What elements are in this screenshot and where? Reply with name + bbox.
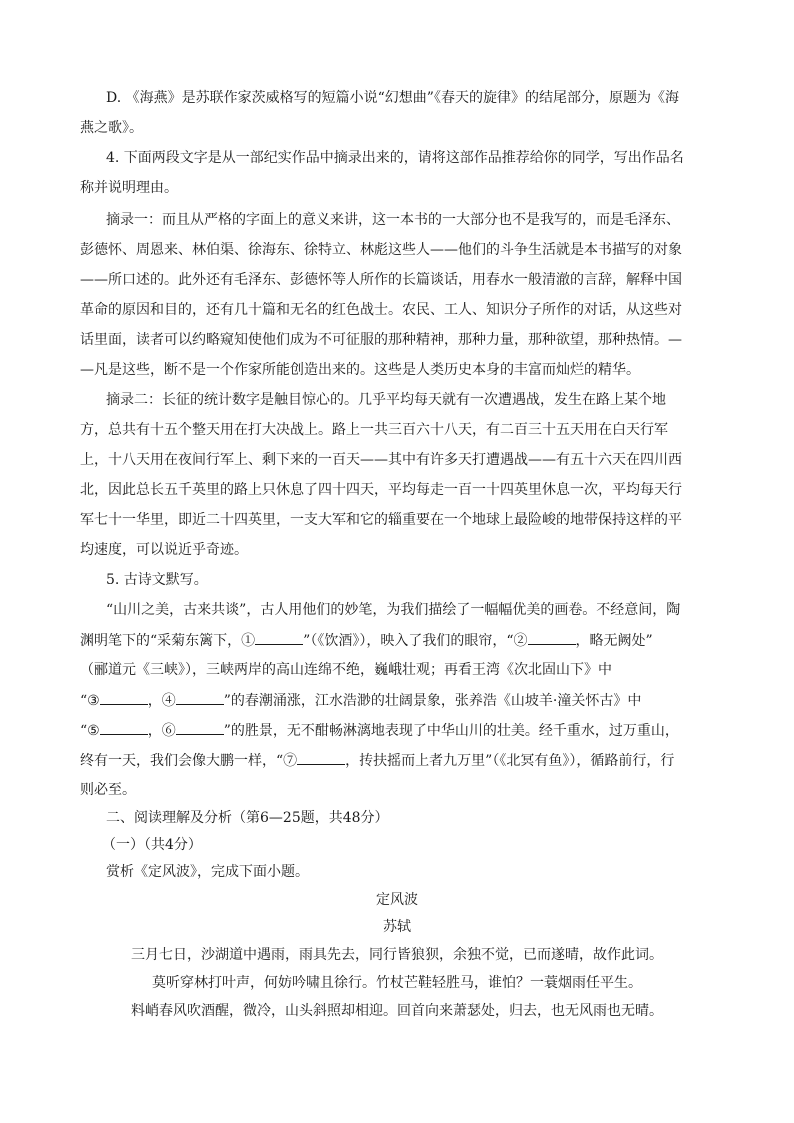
q5-title: 5. 古诗文默写。 — [106, 572, 208, 588]
blank-marker-2: ② — [513, 633, 528, 649]
excerpt1-line: 摘录一：而且从严格的字面上的意义来讲，这一本书的一大部分也不是我写的，而是毛泽东、 — [106, 212, 680, 228]
excerpt2-line: 摘录二：长征的统计数字是触目惊心的。几乎平均每天就有一次遭遇战，发生在路上某个地 — [106, 392, 666, 408]
q5-line-1: “山川之美，古来共谈”，古人用他们的妙笔，为我们描绘了一幅幅优美的画卷。不经意间，陶 — [106, 602, 681, 618]
q4-stem-line-1: 4. 下面两段文字是从一部纪实作品中摘录出来的，请将这部作品推荐给你的同学，写出作品名 — [106, 150, 684, 166]
q5-line-6 — [0, 750, 794, 771]
option-d-line-2: 燕之歌》。 — [80, 120, 143, 136]
q5-text: ，抟扶摇而上者九万里”（《北冥有鱼》），循路前行，行 — [345, 753, 675, 769]
fill-blank-4[interactable] — [176, 690, 224, 705]
part-label: （一）（共4分） — [102, 837, 202, 853]
fill-blank-7[interactable] — [297, 750, 345, 765]
q5-line-3: （郦道元《三峡》），三峡两岸的高山连绵不绝，巍峨壮观；再看王湾《次北固山下》中 — [80, 662, 612, 678]
excerpt2-line: 均速度，可以说近乎奇迹。 — [80, 542, 248, 558]
q5-text: ”（《饮酒》），映入了我们的眼帘，“ — [303, 633, 514, 649]
q4-stem-line-2: 称并说明理由。 — [80, 180, 178, 196]
fill-blank-6[interactable] — [176, 720, 224, 735]
excerpt1-line: 彭德怀、周恩来、林伯渠、徐海东、徐特立、林彪这些人——他们的斗争生活就是本书描写的对象 — [80, 242, 682, 258]
q5-text: ， — [147, 693, 162, 709]
fill-blank-5[interactable] — [100, 720, 148, 735]
q5-text: 终有一天，我们会像大鹏一样，“ — [80, 753, 284, 769]
excerpt1-line: ——所口述的。此外还有毛泽东、彭德怀等人所作的长篇谈话，用春水一般清澈的言辞，解释中国 — [80, 272, 682, 288]
fill-blank-2[interactable] — [528, 630, 576, 645]
q5-text: “ — [80, 693, 88, 709]
section-heading: 二、阅读理解及分析（第6—25题，共48分） — [106, 810, 389, 826]
q5-text: ”的胜景，无不酣畅淋漓地表现了中华山川的壮美。经千重水，过万重山， — [223, 723, 679, 739]
instruction: 赏析《定风波》，完成下面小题。 — [106, 864, 309, 880]
excerpt1-line: 话里面，读者可以约略窥知使他们成为不可征服的那种精神，那种力量，那种欲望，那种热情。— — [80, 332, 682, 348]
fill-blank-1[interactable] — [255, 630, 303, 645]
poem-line: 莫听穿林打叶声，何妨吟啸且徐行。竹杖芒鞋轻胜马，谁怕？一蓑烟雨任平生。 — [152, 975, 642, 991]
q5-line-7: 则必至。 — [80, 782, 136, 798]
q5-text: ”的春潮涌涨，江水浩渺的壮阔景象，张养浩《山坡羊·潼关怀古》中 — [223, 693, 642, 709]
blank-marker-4: ④ — [161, 693, 176, 709]
q5-line-4 — [0, 690, 794, 711]
blank-marker-6: ⑥ — [161, 723, 176, 739]
poem-title: 定风波 — [376, 892, 418, 908]
blank-marker-1: ① — [241, 633, 256, 649]
q5-line-2 — [0, 630, 794, 651]
q5-text: ，略无阙处” — [575, 633, 653, 649]
fill-blank-3[interactable] — [100, 690, 148, 705]
excerpt2-line: 北，因此总长五千英里的路上只休息了四十四天，平均每走一百一十四英里休息一次，平均每天行 — [80, 482, 682, 498]
poem-author: 苏轼 — [383, 919, 411, 935]
excerpt1-line: 革命的原因和目的，还有几十篇和无名的红色战士。农民、工人、知识分子所作的对话，从这些对 — [80, 302, 682, 318]
option-d-line-1: D. 《海燕》是苏联作家茨威格写的短篇小说“幻想曲”《春天的旋律》的结尾部分，原题为《海 — [106, 90, 679, 106]
excerpt1-line: —凡是这些，断不是一个作家所能创造出来的。这些是人类历史本身的丰富而灿烂的精华。 — [80, 362, 640, 378]
poem-line: 料峭春风吹酒醒，微冷，山头斜照却相迎。回首向来萧瑟处，归去，也无风雨也无晴。 — [131, 1003, 663, 1019]
excerpt2-line: 上，十八天用在夜间行军上、剩下来的一百天——其中有许多天打遭遇战——有五十六天在四川西 — [80, 452, 682, 468]
excerpt2-line: 军七十一华里，即近二十四英里，一支大军和它的辎重要在一个地球上最险峻的地带保持这样的平 — [80, 512, 682, 528]
q5-line-5 — [0, 720, 794, 741]
blank-marker-5: ⑤ — [87, 723, 100, 739]
blank-marker-3: ③ — [87, 693, 100, 709]
q5-text: ， — [147, 723, 162, 739]
excerpt2-line: 方，总共有十五个整天用在打大决战上。路上一共三百六十八天，有二百三十五天用在白天行军 — [80, 422, 668, 438]
poem-preface: 三月七日，沙湖道中遇雨，雨具先去，同行皆狼狈，余独不觉，已而遂晴，故作此词。 — [131, 947, 663, 963]
q5-text: 渊明笔下的“采菊东篱下， — [80, 633, 242, 649]
blank-marker-7: ⑦ — [283, 753, 298, 769]
q5-text: “ — [80, 723, 88, 739]
